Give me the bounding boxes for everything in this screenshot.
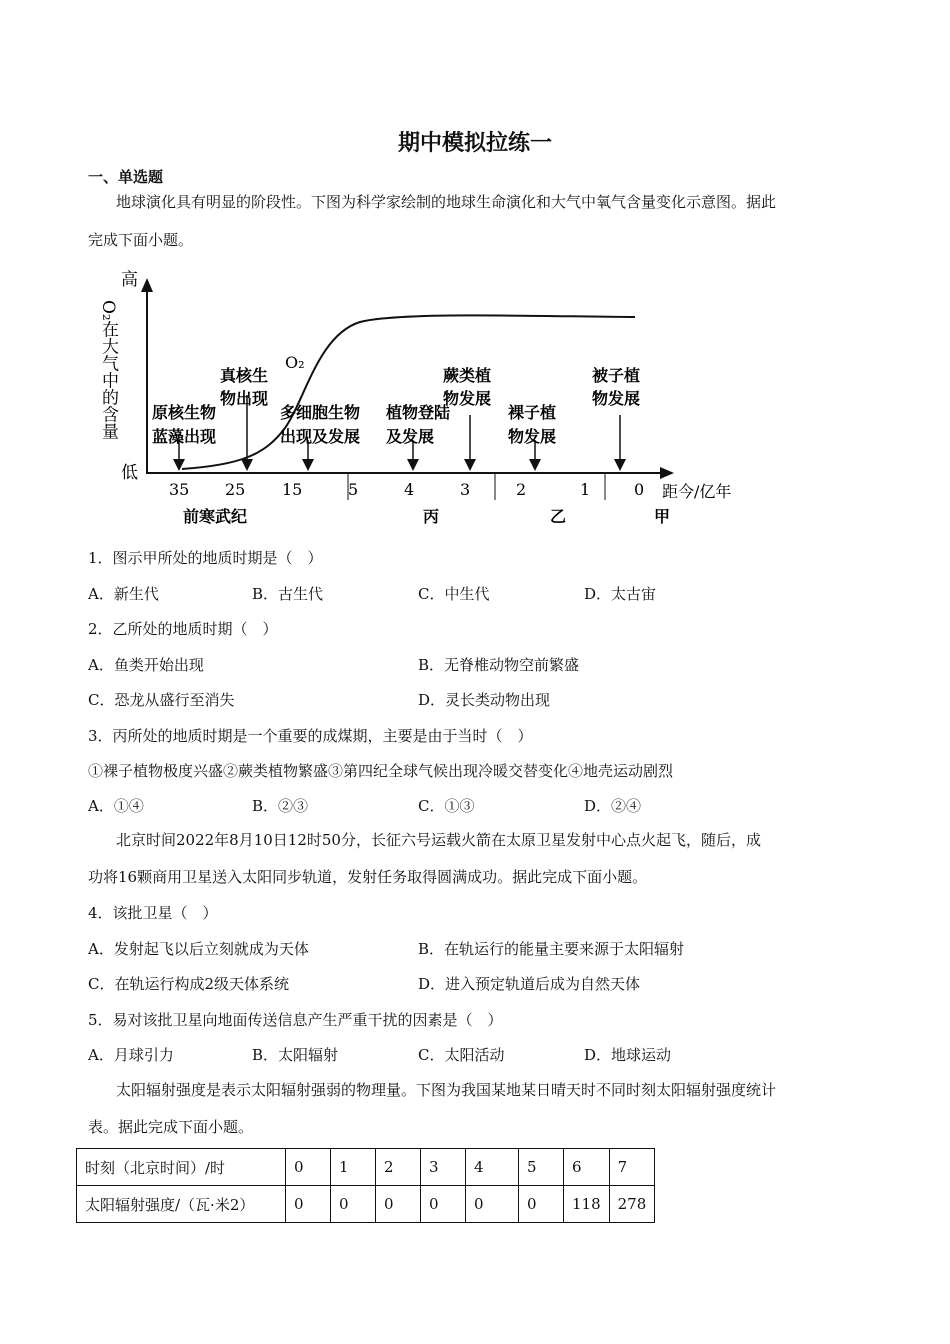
- q3-option-d[interactable]: D．②④: [584, 797, 642, 815]
- q2-option-c[interactable]: C．恐龙从盛行至消失: [88, 691, 235, 709]
- table-cell: 7: [609, 1149, 655, 1186]
- x-tick-label: 35: [169, 480, 190, 499]
- era-label: 丙: [423, 507, 440, 526]
- section-heading: 一、单选题: [88, 168, 164, 186]
- x-tick-label: 3: [460, 480, 471, 499]
- q1-option-c[interactable]: C．中生代: [418, 585, 490, 603]
- table-cell: 5: [519, 1149, 564, 1186]
- table-cell: 4: [466, 1149, 519, 1186]
- radiation-table: [76, 1148, 655, 1223]
- q2-option-a[interactable]: A．鱼类开始出现: [88, 656, 204, 674]
- table-cell: 6: [564, 1149, 610, 1186]
- x-tick-label: 25: [225, 480, 246, 499]
- intro1-line2: 完成下面小题。: [88, 231, 194, 249]
- table-header-cell: 太阳辐射强度/（瓦·米2）: [77, 1186, 286, 1223]
- q1-option-b[interactable]: B．古生代: [252, 585, 324, 603]
- table-cell: 0: [421, 1186, 466, 1223]
- y-axis-arrow: [141, 278, 153, 292]
- intro1-line1: 地球演化具有明显的阶段性。下图为科学家绘制的地球生命演化和大气中氧气含量变化示意图。据此: [116, 193, 777, 211]
- event-label: 原核生物: [152, 403, 217, 422]
- x-tick-label: 2: [516, 480, 527, 499]
- x-tick-label: 1: [580, 480, 591, 499]
- x-tick-label: 0: [634, 480, 645, 499]
- table-cell: 278: [609, 1186, 655, 1223]
- event-label: 及发展: [386, 427, 435, 446]
- era-label: 乙: [550, 507, 567, 526]
- table-row: [77, 1149, 655, 1186]
- q4-option-b[interactable]: B．在轨运行的能量主要来源于太阳辐射: [418, 940, 685, 958]
- table-row: [77, 1186, 655, 1223]
- page-title: 期中模拟拉练一: [397, 131, 552, 156]
- event-label: 物发展: [443, 389, 492, 408]
- intro2-line2: 功将16颗商用卫星送入太阳同步轨道，发射任务取得圆满成功。据此完成下面小题。: [88, 868, 648, 886]
- q2-option-b[interactable]: B．无脊椎动物空前繁盛: [418, 656, 580, 674]
- q3-option-a[interactable]: A．①④: [88, 797, 144, 815]
- q5-option-c[interactable]: C．太阳活动: [418, 1046, 505, 1064]
- q5-option-a[interactable]: A．月球引力: [88, 1046, 174, 1064]
- curve-label: O₂: [285, 353, 305, 372]
- event-label: 植物登陆: [386, 403, 451, 422]
- event-label: 蓝藻出现: [152, 427, 217, 446]
- table-cell: 0: [286, 1186, 331, 1223]
- x-axis-arrow: [660, 467, 674, 479]
- event-label: 物出现: [220, 389, 269, 408]
- event-label: 出现及发展: [280, 427, 361, 446]
- event-label: 物发展: [592, 389, 641, 408]
- question-1-stem: 1．图示甲所处的地质时期是（ ）: [88, 549, 323, 567]
- table-cell: 0: [331, 1186, 376, 1223]
- q1-option-a[interactable]: A．新生代: [88, 585, 159, 603]
- question-2-stem: 2．乙所处的地质时期（ ）: [88, 620, 278, 638]
- question-3-stem: 3．丙所处的地质时期是一个重要的成煤期，主要是由于当时（ ）: [88, 727, 533, 745]
- q4-option-a[interactable]: A．发射起飞以后立刻就成为天体: [88, 940, 309, 958]
- table-cell: 1: [331, 1149, 376, 1186]
- y-axis-label: O₂在大气中的含量: [98, 300, 118, 440]
- intro3-line1: 太阳辐射强度是表示太阳辐射强弱的物理量。下图为我国某地某日晴天时不同时刻太阳辐射强度统计: [116, 1081, 777, 1099]
- q4-option-d[interactable]: D．进入预定轨道后成为自然天体: [418, 975, 641, 993]
- intro2-line1: 北京时间2022年8月10日12时50分，长征六号运载火箭在太原卫星发射中心点火起飞，随后，成: [116, 831, 761, 849]
- table-cell: 118: [564, 1186, 610, 1223]
- y-high-label: 高: [121, 270, 138, 290]
- table-cell: 0: [376, 1186, 421, 1223]
- x-tick-label: 4: [404, 480, 415, 499]
- intro3-line2: 表。据此完成下面小题。: [88, 1118, 254, 1136]
- q3-option-c[interactable]: C．①③: [418, 797, 475, 815]
- question-5-stem: 5．易对该批卫星向地面传送信息产生严重干扰的因素是（ ）: [88, 1011, 503, 1029]
- era-label: 甲: [654, 507, 671, 526]
- event-label: 蕨类植: [443, 366, 492, 385]
- event-label: 真核生: [220, 366, 269, 385]
- table-header-cell: 时刻（北京时间）/时: [77, 1149, 286, 1186]
- x-tick-label: 15: [282, 480, 303, 499]
- oxygen-evolution-chart: [0, 260, 950, 535]
- table-cell: 0: [286, 1149, 331, 1186]
- x-axis-label: 距今/亿年: [662, 482, 732, 501]
- event-label: 裸子植: [508, 403, 557, 422]
- event-label: 物发展: [508, 427, 557, 446]
- q5-option-d[interactable]: D．地球运动: [584, 1046, 672, 1064]
- q1-option-d[interactable]: D．太古宙: [584, 585, 657, 603]
- event-label: 被子植: [592, 366, 641, 385]
- q3-option-b[interactable]: B．②③: [252, 797, 309, 815]
- question-4-stem: 4．该批卫星（ ）: [88, 904, 218, 922]
- table-cell: 3: [421, 1149, 466, 1186]
- table-cell: 0: [466, 1186, 519, 1223]
- y-low-label: 低: [121, 463, 138, 483]
- q4-option-c[interactable]: C．在轨运行构成2级天体系统: [88, 975, 290, 993]
- table-cell: 0: [519, 1186, 564, 1223]
- x-tick-label: 5: [348, 480, 359, 499]
- table-cell: 2: [376, 1149, 421, 1186]
- q2-option-d[interactable]: D．灵长类动物出现: [418, 691, 551, 709]
- q5-option-b[interactable]: B．太阳辐射: [252, 1046, 339, 1064]
- event-label: 多细胞生物: [280, 403, 361, 422]
- era-label: 前寒武纪: [183, 507, 248, 526]
- question-3-items: ①裸子植物极度兴盛②蕨类植物繁盛③第四纪全球气候出现冷暖交替变化④地壳运动剧烈: [88, 762, 674, 780]
